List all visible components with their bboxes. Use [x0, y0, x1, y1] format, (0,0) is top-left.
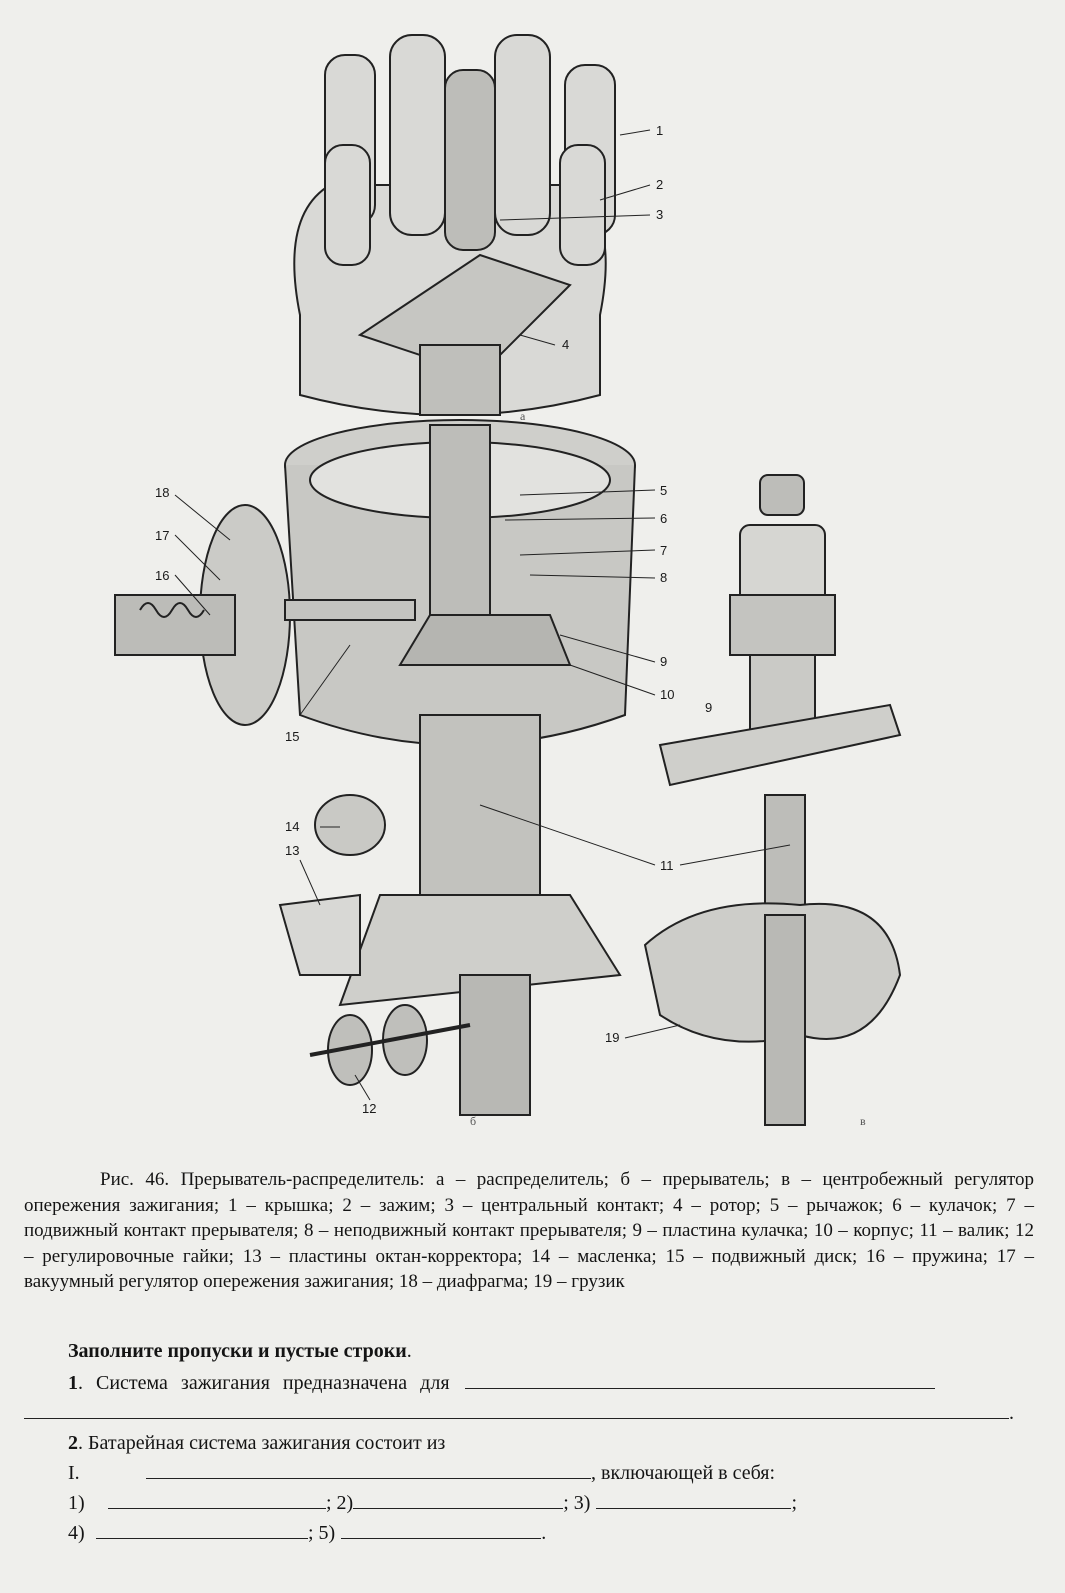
- answer-1-line-b[interactable]: [24, 1400, 1009, 1419]
- task-title-dot: .: [406, 1340, 412, 1362]
- callout-1: 1: [656, 123, 664, 138]
- answer-item-2[interactable]: [353, 1490, 563, 1509]
- callout-9: 9: [660, 654, 668, 669]
- panel-letter-b: б: [470, 1114, 477, 1128]
- figure-caption: Рис. 46. Прерыватель-распределитель: а – распределитель; б – прерыватель; в – центробежный регулятор опережения зажигания; 1 – крышка; 2 – зажим; 3 – центральный контакт; 4 – ротор; 5 – рычажок; 6 – кулачок; 7 – подвижный контакт прерывателя; 8 – неподвижный контакт прерывателя; 9 – пластина кулачка; 10 – корпус; 11 – валик; 12 – регулировочные гайки; 13 – пластины октан-корректора; 14 – масленка; 15 – подвижный диск; 16 – пружина; 17 – вакуумный регулятор опережения зажигания; 18 – диафрагма; 19 – грузик: [24, 1169, 1034, 1292]
- question-1: [68, 1370, 935, 1395]
- roman-numeral-1: I.: [68, 1462, 80, 1484]
- callout-3: 3: [656, 207, 664, 222]
- callout-11: 11: [660, 858, 674, 873]
- callout-10: 10: [660, 687, 675, 702]
- answer-item-4[interactable]: [96, 1520, 308, 1539]
- callout-15: 15: [285, 729, 300, 744]
- callout-14: 14: [285, 819, 300, 834]
- question-2: [68, 1432, 445, 1455]
- callout-6: 6: [660, 511, 668, 526]
- item-4-label: 4): [68, 1522, 85, 1544]
- callout-17: 17: [155, 528, 170, 543]
- callout-9-regulator: 9: [705, 700, 713, 715]
- panel-letter-a: а: [520, 409, 526, 423]
- item-5-end: .: [541, 1522, 547, 1544]
- item-1-label: 1): [68, 1492, 85, 1514]
- centrifugal-regulator: [645, 475, 900, 1125]
- task-title: [68, 1340, 412, 1363]
- question-2-text: . Батарейная система зажигания состоит из: [78, 1432, 446, 1454]
- callout-18: 18: [155, 485, 170, 500]
- question-1-continuation: [24, 1400, 1014, 1425]
- item-3-semicolon: ;: [791, 1492, 797, 1514]
- answer-1-line-a[interactable]: [465, 1370, 935, 1389]
- distributor-illustration: [100, 15, 930, 1165]
- callout-12: 12: [362, 1101, 377, 1116]
- distributor-drawing: [100, 15, 930, 1165]
- callout-2: 2: [656, 177, 664, 192]
- answer-2-main[interactable]: [146, 1460, 591, 1479]
- including-text: , включающей в себя:: [591, 1462, 776, 1484]
- callout-8: 8: [660, 570, 668, 585]
- answer-item-1[interactable]: [108, 1490, 326, 1509]
- item-2-label: ; 2): [326, 1492, 354, 1514]
- answer-item-3[interactable]: [596, 1490, 791, 1509]
- callout-5: 5: [660, 483, 668, 498]
- question-1-text: . Система зажигания предназначена для: [78, 1372, 450, 1394]
- callout-7: 7: [660, 543, 668, 558]
- question-2-number: 2: [68, 1432, 78, 1454]
- question-1-end: .: [1009, 1402, 1014, 1424]
- question-1-number: 1: [68, 1372, 78, 1394]
- callout-16: 16: [155, 568, 170, 583]
- distributor-cap: [294, 35, 615, 415]
- callout-13: 13: [285, 843, 300, 858]
- item-3-label: ; 3): [563, 1492, 591, 1514]
- callout-19: 19: [605, 1030, 620, 1045]
- question-2-row-1: [68, 1490, 797, 1515]
- breaker-housing: [115, 420, 635, 1115]
- answer-item-5[interactable]: [341, 1520, 541, 1539]
- panel-letter-v: в: [860, 1114, 866, 1128]
- item-5-label: ; 5): [308, 1522, 336, 1544]
- callout-4: 4: [562, 337, 570, 352]
- question-2-row-2: [68, 1520, 546, 1545]
- question-2-row-roman: [68, 1460, 775, 1485]
- task-title-text: Заполните пропуски и пустые строки: [68, 1340, 407, 1362]
